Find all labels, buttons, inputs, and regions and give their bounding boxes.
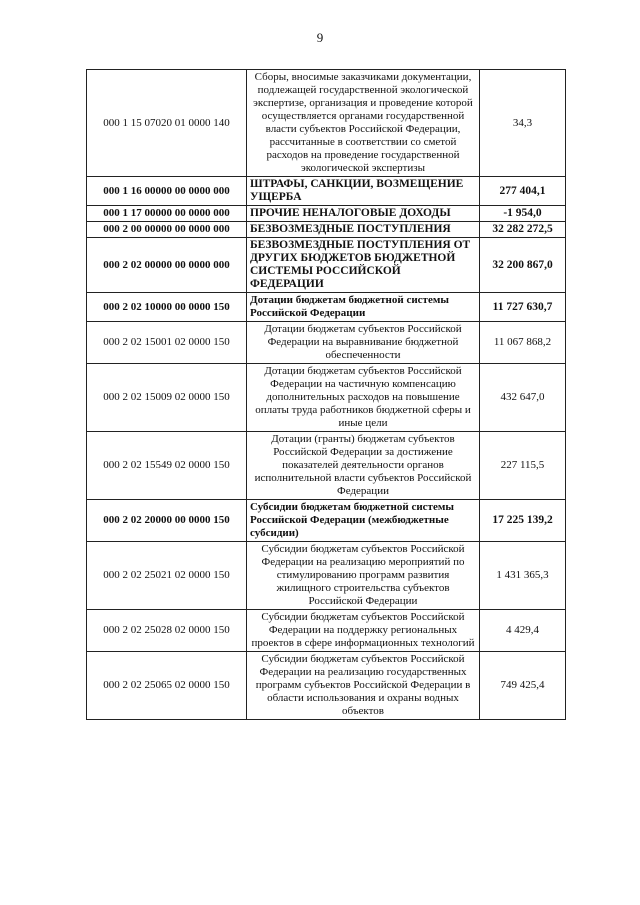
budget-code: 000 1 16 00000 00 0000 000 <box>87 177 247 206</box>
budget-code: 000 2 02 00000 00 0000 000 <box>87 238 247 293</box>
revenue-name: БЕЗВОЗМЕЗДНЫЕ ПОСТУПЛЕНИЯ ОТ ДРУГИХ БЮДЖЕТОВ БЮДЖЕТНОЙ СИСТЕМЫ РОССИЙСКОЙ ФЕДЕРАЦИИ <box>247 238 480 293</box>
budget-code: 000 2 02 25021 02 0000 150 <box>87 542 247 610</box>
page-number: 9 <box>316 30 324 45</box>
table-row <box>87 293 566 322</box>
revenue-amount: 34,3 <box>480 70 566 177</box>
budget-code: 000 2 02 25065 02 0000 150 <box>87 652 247 720</box>
revenue-name: ПРОЧИЕ НЕНАЛОГОВЫЕ ДОХОДЫ <box>247 206 480 222</box>
table-row <box>87 322 566 364</box>
revenue-name: Сборы, вносимые заказчиками документации, подлежащей государственной экологической экспертизе, организация и проведение которой осуществляется органами государственной власти субъектов Российской Федерации, рассчитанные в соответствии со сметой расходов на проведение государственной экологической экспертизы <box>247 70 480 177</box>
revenue-amount: 277 404,1 <box>480 177 566 206</box>
revenue-name: Субсидии бюджетам субъектов Российской Федерации на реализацию мероприятий по стимулированию программ развития жилищного строительства субъектов Российской Федерации <box>247 542 480 610</box>
revenue-amount: 227 115,5 <box>480 432 566 500</box>
revenue-amount: -1 954,0 <box>480 206 566 222</box>
budget-revenue-table <box>86 69 566 720</box>
table-row <box>87 238 566 293</box>
revenue-name: Дотации бюджетам субъектов Российской Федерации на выравнивание бюджетной обеспеченности <box>247 322 480 364</box>
revenue-amount: 11 067 868,2 <box>480 322 566 364</box>
table-row <box>87 177 566 206</box>
budget-code: 000 2 00 00000 00 0000 000 <box>87 222 247 238</box>
revenue-amount: 32 200 867,0 <box>480 238 566 293</box>
table-row <box>87 500 566 542</box>
budget-code: 000 2 02 15001 02 0000 150 <box>87 322 247 364</box>
table-row <box>87 70 566 177</box>
revenue-name: БЕЗВОЗМЕЗДНЫЕ ПОСТУПЛЕНИЯ <box>247 222 480 238</box>
budget-code: 000 2 02 25028 02 0000 150 <box>87 610 247 652</box>
revenue-amount: 1 431 365,3 <box>480 542 566 610</box>
table-row <box>87 206 566 222</box>
budget-code: 000 2 02 20000 00 0000 150 <box>87 500 247 542</box>
budget-code: 000 2 02 10000 00 0000 150 <box>87 293 247 322</box>
budget-code: 000 1 17 00000 00 0000 000 <box>87 206 247 222</box>
table-row <box>87 432 566 500</box>
revenue-amount: 4 429,4 <box>480 610 566 652</box>
revenue-amount: 432 647,0 <box>480 364 566 432</box>
budget-code: 000 2 02 15549 02 0000 150 <box>87 432 247 500</box>
revenue-name: Субсидии бюджетам субъектов Российской Федерации на реализацию государственных программ субъектов Российской Федерации в области использования и охраны водных объектов <box>247 652 480 720</box>
budget-code: 000 2 02 15009 02 0000 150 <box>87 364 247 432</box>
revenue-name: ШТРАФЫ, САНКЦИИ, ВОЗМЕЩЕНИЕ УЩЕРБА <box>247 177 480 206</box>
budget-code: 000 1 15 07020 01 0000 140 <box>87 70 247 177</box>
revenue-name: Субсидии бюджетам бюджетной системы Российской Федерации (межбюджетные субсидии) <box>247 500 480 542</box>
revenue-amount: 32 282 272,5 <box>480 222 566 238</box>
revenue-amount: 17 225 139,2 <box>480 500 566 542</box>
table-row <box>87 652 566 720</box>
table-body <box>87 70 566 720</box>
revenue-name: Дотации бюджетам бюджетной системы Российской Федерации <box>247 293 480 322</box>
table-row <box>87 610 566 652</box>
table-row <box>87 222 566 238</box>
revenue-name: Дотации бюджетам субъектов Российской Федерации на частичную компенсацию дополнительных расходов на повышение оплаты труда работников бюджетной сферы и иные цели <box>247 364 480 432</box>
table-row <box>87 542 566 610</box>
revenue-amount: 749 425,4 <box>480 652 566 720</box>
revenue-name: Субсидии бюджетам субъектов Российской Федерации на поддержку региональных проектов в сфере информационных технологий <box>247 610 480 652</box>
revenue-amount: 11 727 630,7 <box>480 293 566 322</box>
revenue-name: Дотации (гранты) бюджетам субъектов Российской Федерации за достижение показателей деятельности органов исполнительной власти субъектов Российской Федерации <box>247 432 480 500</box>
table-row <box>87 364 566 432</box>
